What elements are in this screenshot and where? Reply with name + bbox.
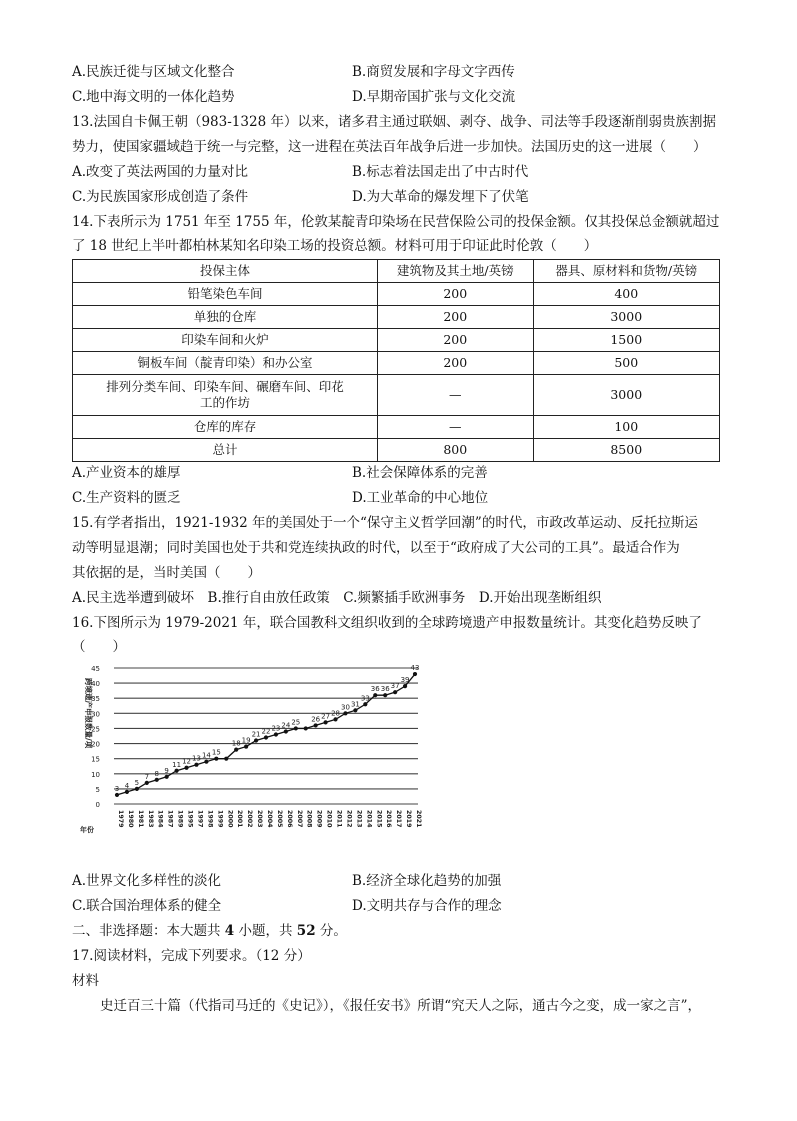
table-cell: —: [377, 375, 533, 416]
x-tick-label: 1989: [176, 810, 184, 828]
data-label: 18: [231, 739, 241, 748]
section2-question-count: 4: [224, 923, 235, 939]
x-tick-label: 2021: [415, 810, 422, 828]
data-point: [264, 735, 268, 739]
data-point: [284, 729, 288, 733]
x-tick-label: 2016: [385, 810, 393, 828]
data-label: 14: [201, 751, 211, 760]
x-tick-label: 2017: [395, 810, 403, 828]
table-cell: 500: [533, 352, 719, 375]
y-tick-label: 0: [95, 801, 100, 809]
x-tick-label: 1995: [186, 810, 194, 828]
data-label: 3: [114, 784, 120, 793]
table-cell: [73, 375, 378, 416]
data-point: [165, 775, 169, 779]
table-row: [73, 439, 720, 462]
data-point: [324, 720, 328, 724]
data-point: [393, 690, 397, 694]
x-tick-label: 2000: [226, 810, 234, 828]
q14-option-c: C.生产资料的匮乏: [72, 490, 181, 506]
data-label: 36: [370, 685, 380, 694]
data-label: 21: [251, 730, 261, 739]
q17-material-label: 材料: [72, 973, 99, 989]
x-tick-label: 2014: [365, 810, 373, 828]
table-cell: 印染车间和火炉: [73, 329, 378, 352]
x-tick-label: 1981: [136, 810, 144, 828]
table-cell: 总计: [73, 439, 378, 462]
q14-stem-line2: 了 18 世纪上半叶都柏林某知名印染工场的投资总额。材料可用于印证此时伦敦（ ）: [72, 238, 598, 254]
table-row: [73, 416, 720, 439]
data-label: 37: [390, 682, 400, 691]
data-label: 7: [144, 772, 150, 781]
table-cell: 3000: [533, 306, 719, 329]
data-point: [135, 787, 139, 791]
data-point: [194, 763, 198, 767]
table-cell: 800: [377, 439, 533, 462]
data-label: 8: [154, 769, 159, 778]
x-tick-label: 2015: [375, 810, 383, 828]
x-tick-label: 2013: [355, 810, 363, 828]
table-cell: 铅笔染色车间: [73, 283, 378, 306]
data-label: 31: [350, 700, 360, 709]
section2-heading-pre: 二、非选择题：本大题共: [72, 923, 225, 939]
y-tick-label: 40: [91, 680, 100, 689]
q12-option-c: C.地中海文明的一体化趋势: [72, 89, 235, 105]
x-tick-label: 2004: [266, 810, 273, 828]
q16-option-c: C.联合国治理体系的健全: [72, 898, 222, 914]
x-tick-label: 1984: [156, 810, 164, 828]
data-point: [254, 738, 258, 742]
data-point: [373, 693, 377, 697]
data-point: [343, 711, 347, 715]
x-tick-label: 1983: [146, 810, 154, 828]
data-point: [234, 748, 238, 752]
q14-option-a: A.产业资本的雄厚: [72, 465, 181, 481]
x-tick-label: 1998: [206, 810, 214, 828]
data-label: 23: [271, 724, 281, 733]
table-row: [73, 352, 720, 375]
q13-stem-line1: 13.法国自卡佩王朝（983-1328 年）以来，诸多君主通过联姻、剥夺、战争、司法等手段逐渐削弱贵族割据: [72, 114, 716, 130]
x-tick-label: 2003: [256, 810, 264, 828]
table-cell: 100: [533, 416, 719, 439]
data-point: [333, 717, 337, 721]
q17-stem: 17.阅读材料，完成下列要求。（12 分）: [72, 948, 311, 964]
table-header-row: [73, 260, 720, 283]
data-label: 28: [331, 709, 340, 718]
data-label: 11: [172, 760, 182, 769]
data-point: [115, 793, 119, 797]
q14-option-d: D.工业革命的中心地位: [352, 490, 489, 506]
data-point: [403, 684, 407, 688]
table-header: 器具、原材料和货物/英镑: [533, 260, 719, 283]
table-header: 建筑物及其土地/英镑: [377, 260, 533, 283]
table-cell: 单独的仓库: [73, 306, 378, 329]
x-tick-label: 2007: [295, 810, 303, 828]
data-point: [244, 744, 248, 748]
x-tick-label: 2005: [275, 810, 283, 828]
q12-option-d: D.早期帝国扩张与文化交流: [352, 89, 516, 105]
table-row: [73, 329, 720, 352]
y-tick-label: 25: [91, 725, 100, 734]
data-point: [294, 726, 298, 730]
q14-stem-line1: 14.下表所示为 1751 年至 1755 年，伦敦某靛青印染场在民营保险公司的投保金额。仅其投保总金额就超过: [72, 214, 720, 230]
table-cell: —: [377, 416, 533, 439]
q16-option-b: B.经济全球化趋势的加强: [352, 873, 502, 889]
table-cell: 200: [377, 352, 533, 375]
table-cell: 仓库的库存: [73, 416, 378, 439]
q16-stem-line1: 16.下图所示为 1979-2021 年，联合国教科文组织收到的全球跨境遗产申报数量统计。其变化趋势反映了: [72, 615, 702, 631]
x-tick-label: 1987: [166, 810, 174, 828]
table-cell-line: 工的作坊: [199, 395, 250, 410]
data-label: 24: [281, 721, 291, 730]
data-point: [363, 702, 367, 706]
q12-option-a: A.民族迁徙与区域文化整合: [72, 64, 235, 80]
q16-stem-line2: （ ）: [72, 639, 126, 655]
data-point: [125, 790, 129, 794]
table-cell: 1500: [533, 329, 719, 352]
table-cell: 8500: [533, 439, 719, 462]
table-cell: 铜板车间（靛青印染）和办公室: [73, 352, 378, 375]
data-label: 12: [182, 757, 191, 766]
q15-stem-line3: 其依据的是，当时美国（ ）: [72, 565, 261, 581]
data-label: 36: [380, 685, 390, 694]
data-point: [304, 726, 308, 730]
x-tick-label: 1999: [216, 810, 224, 828]
y-axis-label: 跨境遗产申报数量/项: [84, 678, 93, 749]
x-tick-label: 2009: [315, 810, 323, 828]
data-point: [353, 708, 357, 712]
data-point: [314, 723, 318, 727]
q16-option-d: D.文明共存与合作的理念: [352, 898, 502, 914]
x-tick-label: 1980: [126, 810, 134, 828]
data-label: 27: [321, 712, 331, 721]
data-label: 33: [360, 694, 370, 703]
table-cell: 200: [377, 306, 533, 329]
y-tick-label: 35: [91, 695, 100, 704]
y-tick-label: 45: [91, 665, 100, 673]
x-axis-label: 年份: [80, 826, 94, 834]
heritage-line-chart: [78, 660, 423, 840]
q15-stem-line2: 动等明显退潮；同时美国也处于共和党连续执政的时代，以至于“政府成了大公司的工具”。最适合作为: [72, 540, 680, 556]
data-label: 13: [192, 754, 201, 763]
data-label: 15: [211, 748, 221, 757]
q15-options: A.民主选举遭到破坏 B.推行自由放任政策 C.频繁插手欧洲事务 D.开始出现垄断组织: [72, 590, 602, 606]
data-label: 25: [291, 718, 301, 727]
insurance-table: [72, 259, 720, 462]
data-label: 39: [400, 676, 410, 685]
q12-option-b: B.商贸发展和字母文字西传: [352, 64, 515, 80]
section2-total-score: 52: [296, 923, 316, 939]
data-point: [214, 757, 218, 761]
table-row: [73, 306, 720, 329]
table-cell: 200: [377, 283, 533, 306]
q13-option-b: B.标志着法国走出了中古时代: [352, 164, 529, 180]
data-point: [204, 760, 208, 764]
data-point: [155, 778, 159, 782]
q16-option-a: A.世界文化多样性的淡化: [72, 873, 222, 889]
q14-option-b: B.社会保障体系的完善: [352, 465, 488, 481]
data-point: [145, 781, 149, 785]
q15-stem-line1: 15.有学者指出，1921-1932 年的美国处于一个“保守主义哲学回潮”的时代，市政改革运动、反托拉斯运: [72, 515, 698, 531]
x-tick-label: 2019: [405, 810, 413, 828]
data-label: 26: [311, 715, 321, 724]
data-label: 43: [410, 664, 420, 673]
x-tick-label: 2008: [305, 810, 313, 828]
x-tick-label: 2012: [345, 810, 353, 828]
y-tick-label: 20: [91, 740, 100, 749]
x-tick-label: 2010: [325, 810, 333, 828]
data-label: 19: [241, 736, 251, 745]
y-tick-label: 10: [91, 770, 100, 779]
data-point: [274, 732, 278, 736]
section2-heading: [72, 922, 347, 940]
x-tick-label: 2011: [335, 810, 343, 828]
data-point: [413, 672, 417, 676]
table-header: 投保主体: [73, 260, 378, 283]
table-cell: 400: [533, 283, 719, 306]
data-point: [224, 757, 228, 761]
y-tick-label: 15: [91, 755, 100, 764]
data-label: 22: [261, 727, 271, 736]
table-cell: 3000: [533, 375, 719, 416]
x-tick-label: 1979: [117, 810, 124, 828]
data-label: 30: [341, 703, 350, 712]
q13-stem-line2: 势力，使国家疆域趋于统一与完整，这一进程在英法百年战争后进一步加快。法国历史的这一进展（ ）: [72, 139, 707, 155]
q17-material-paragraph: 史迁百三十篇（代指司马迁的《史记》），《报任安书》所谓“究天人之际，通古今之变，成一家之言”，: [100, 998, 702, 1014]
x-tick-label: 2006: [285, 810, 293, 828]
x-tick-label: 2001: [236, 810, 244, 828]
data-label: 5: [134, 778, 140, 787]
data-point: [383, 693, 387, 697]
table-row: [73, 283, 720, 306]
x-tick-label: 1997: [196, 810, 204, 828]
y-tick-label: 30: [91, 710, 100, 719]
data-label: 4: [124, 781, 130, 790]
table-cell: 200: [377, 329, 533, 352]
table-cell-line: 排列分类车间、印染车间、碾磨车间、印花: [106, 379, 344, 394]
section2-heading-mid: 小题，共: [234, 923, 297, 939]
y-tick-label: 5: [95, 785, 100, 794]
section2-heading-post: 分。: [315, 923, 347, 939]
q13-option-d: D.为大革命的爆发埋下了伏笔: [352, 189, 529, 205]
data-point: [175, 769, 179, 773]
data-label: 9: [164, 766, 169, 775]
q13-option-a: A.改变了英法两国的力量对比: [72, 164, 249, 180]
q13-option-c: C.为民族国家形成创造了条件: [72, 189, 249, 205]
data-point: [184, 766, 188, 770]
table-row: [73, 375, 720, 416]
x-tick-label: 2002: [246, 810, 254, 828]
